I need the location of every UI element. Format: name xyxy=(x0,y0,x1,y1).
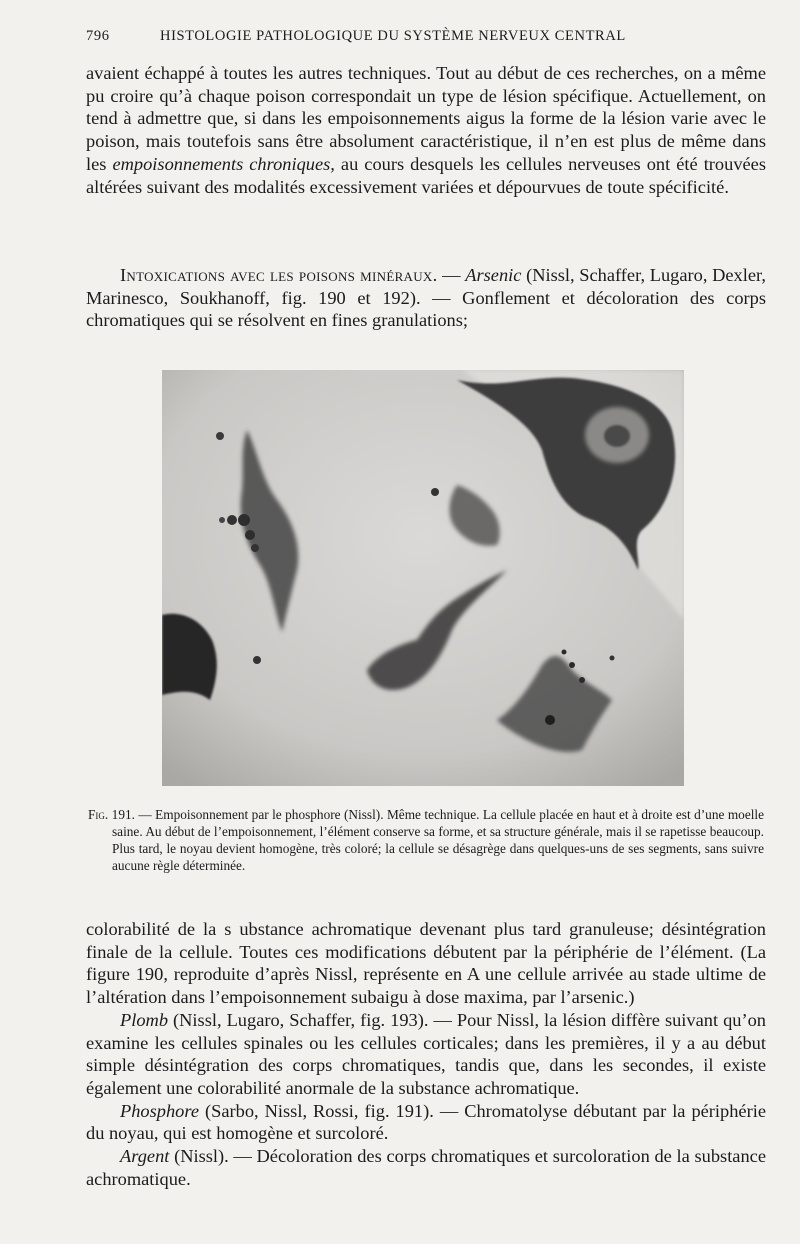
phosphore-text: (Sarbo, Nissl, Rossi, fig. 191). — Chromatolyse débutant par la périphérie du noyau, qui est homogène et surcoloré. xyxy=(86,1100,766,1144)
page-number: 796 xyxy=(86,28,110,44)
figure-191-caption xyxy=(88,806,764,874)
running-header xyxy=(86,28,686,45)
plomb-text: (Nissl, Lugaro, Schaffer, fig. 193). — Pour Nissl, la lésion diffère suivant qu’on examine les cellules spinales ou les cellules corticales; dans les premières, il y a au début simple désintégration des corps chromatiques, tandis que, dans les secondes, il existe également une colorabilité anormale de la substance achromatique. xyxy=(86,1009,766,1098)
lower-text xyxy=(86,918,766,1190)
arsenic-text: (Nissl, Schaffer, Lugaro, Dexler, Marinesco, Soukhanoff, fig. 190 et 192). — Gonflement et décoloration des corps chromatiques qui se résolvent en fines granulations; xyxy=(86,265,766,331)
intro-emphasis: empoisonnements chroniques, xyxy=(112,153,335,174)
argent-paragraph xyxy=(86,1145,766,1190)
phosphore-paragraph xyxy=(86,1100,766,1145)
argent-label: Argent xyxy=(120,1146,170,1167)
arsenic-paragraph xyxy=(86,264,766,332)
plomb-paragraph xyxy=(86,1009,766,1100)
micrograph-illustration xyxy=(162,370,684,786)
figure-caption-text: — Empoisonnement par le phosphore (Nissl). Même technique. La cellule placée en haut et à droite est d’une moelle saine. Au début de l’empoisonnement, l’élément conserve sa forme, et sa structure générale, mais il se rapetisse beaucoup. Plus tard, le noyau devient homogène, très coloré; la cellule se désagrège dans quelques-uns de ses segments, sans suivre aucune règle déterminée. xyxy=(112,807,765,873)
plomb-label: Plomb xyxy=(120,1009,169,1030)
stray-granule xyxy=(610,656,615,661)
phosphore-label: Phosphore xyxy=(120,1100,200,1121)
arsenic-label: Arsenic xyxy=(465,265,522,285)
continuation-paragraph: colorabilité de la s ubstance achromatique devenant plus tard granuleuse; désintégration finale de la cellule. Toutes ces modifications débutent par la périphérie de l’élément. (La figure 190, reproduite d’après Nissl, représente en A une cellule arrivée au stade ultime de l’altération dans l’empoisonnement subaigu à dose maxima, par l’arsenic.) xyxy=(86,919,766,1008)
argent-text: (Nissl). — Décoloration des corps chromatiques et surcoloration de la substance achromatique. xyxy=(86,1146,766,1189)
intro-text-start: avaient échappé à toutes les autres techniques. Tout au début de ces recherches, on a même pu croire qu’à chaque poison correspondait un type de lésion spécifique. Actuellement, on tend à admettre que, si dans les empoisonnements aigus la forme de la lésion varie avec le poison, mais toutefois sans être absolument caractéristique, il n’en est plus de même dans les xyxy=(86,63,766,174)
intro-text-end: au cours desquels les cellules nerveuses ont été trouvées altérées suivant des modalités excessivement variées et dépourvues de toute spécificité. xyxy=(86,153,766,197)
intro-paragraph xyxy=(86,62,766,198)
section-dash: — xyxy=(437,265,466,285)
figure-191-micrograph xyxy=(162,370,684,786)
running-title: HISTOLOGIE PATHOLOGIQUE DU SYSTÈME NERVEUX CENTRAL xyxy=(160,28,626,44)
figure-label: Fig. 191. xyxy=(88,807,135,822)
section-heading: Intoxications avec les poisons minéraux. xyxy=(120,265,438,285)
